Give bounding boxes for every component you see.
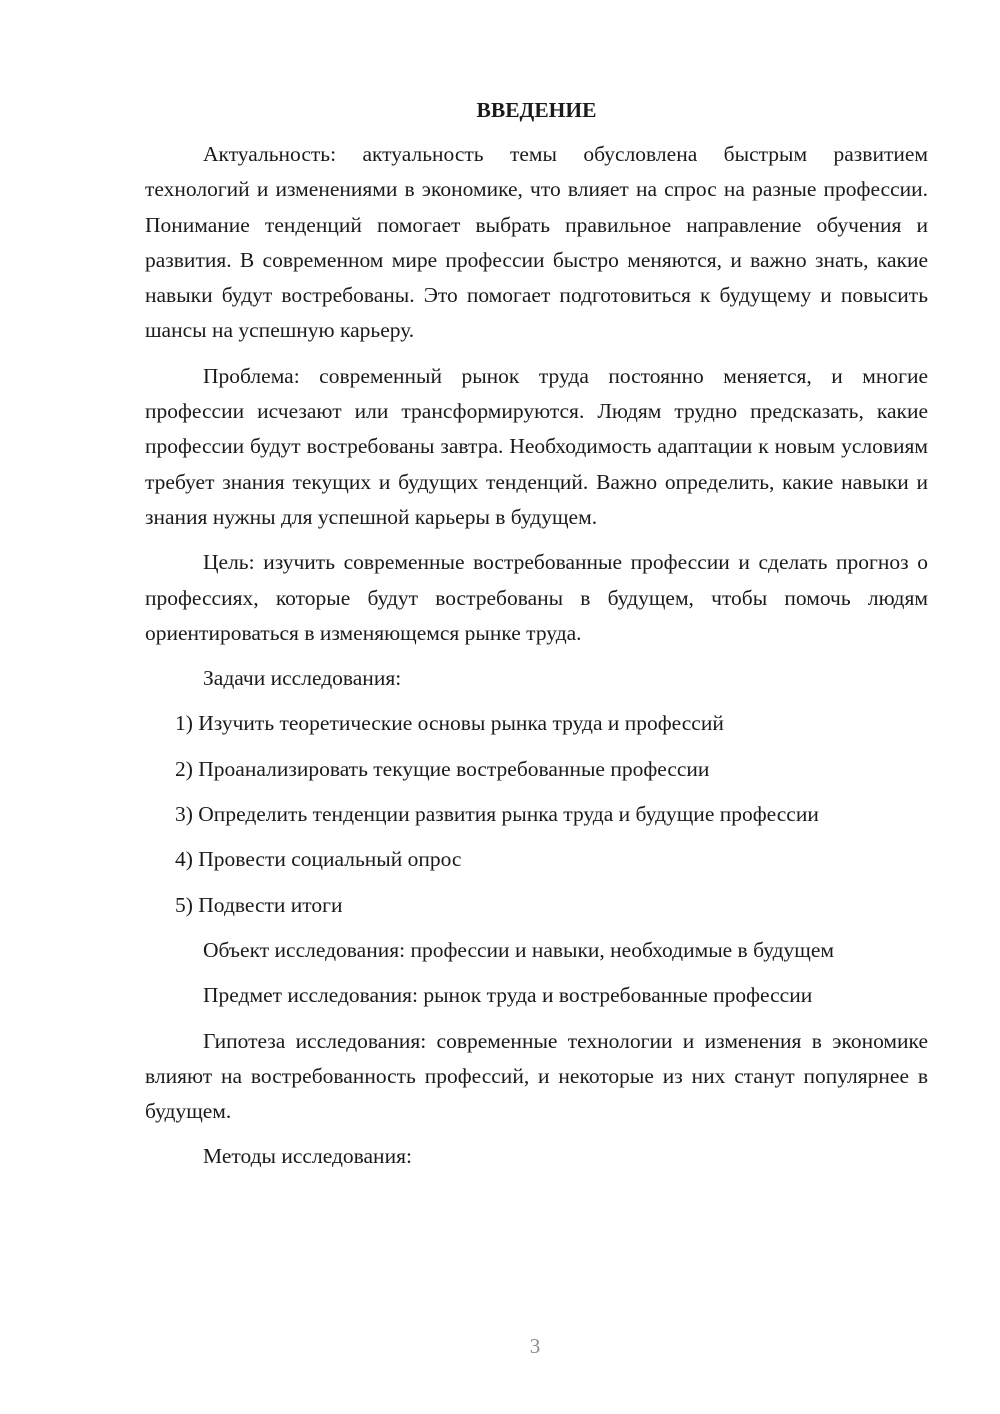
page-title: ВВЕДЕНИЕ	[476, 98, 597, 122]
list-item: 2) Проанализировать текущие востребованные профессии	[175, 756, 710, 781]
list-item: 3) Определить тенденции развития рынка труда и будущие профессии	[175, 802, 819, 827]
goal-paragraph: Цель: изучить современные востребованные профессии и сделать прогноз о профессиях, которые будут востребованы в будущем, чтобы помочь людям ориентироваться в изменяющемся рынке труда.	[145, 550, 928, 645]
hypothesis-paragraph: Гипотеза исследования: современные технологии и изменения в экономике влияют на востребованность профессий, и некоторые из них станут популярнее в будущем.	[145, 1028, 928, 1124]
list-item: 1) Изучить теоретические основы рынка труда и профессий	[175, 711, 724, 736]
page-number: 3	[529, 1334, 541, 1358]
list-item: 4) Провести социальный опрос	[175, 847, 462, 872]
tasks-list	[145, 706, 928, 922]
document-body	[145, 95, 928, 1185]
methods-heading: Методы исследования:	[203, 1144, 412, 1169]
object-paragraph: Объект исследования: профессии и навыки, необходимые в будущем	[203, 937, 834, 962]
list-item: 5) Подвести итоги	[175, 892, 343, 917]
subject-paragraph: Предмет исследования: рынок труда и востребованные профессии	[203, 983, 813, 1008]
problem-paragraph: Проблема: современный рынок труда постоянно меняется, и многие профессии исчезают или трансформируются. Людям трудно предсказать, какие профессии будут востребованы завтра. Необходимость адаптации к новым условиям требует знания текущих и будущих тенденций. Важно определить, какие навыки и знания нужны для успешной карьеры в будущем.	[145, 363, 928, 529]
relevance-paragraph: Актуальность: актуальность темы обусловлена быстрым развитием технологий и изменениями в экономике, что влияет на спрос на разные профессии. Понимание тенденций помогает выбрать правильное направление обучения и развития. В современном мире профессии быстро меняются, и важно знать, какие навыки будут востребованы. Это помогает подготовиться к будущему и повысить шансы на успешную карьеру.	[145, 142, 928, 343]
tasks-heading: Задачи исследования:	[203, 666, 402, 691]
